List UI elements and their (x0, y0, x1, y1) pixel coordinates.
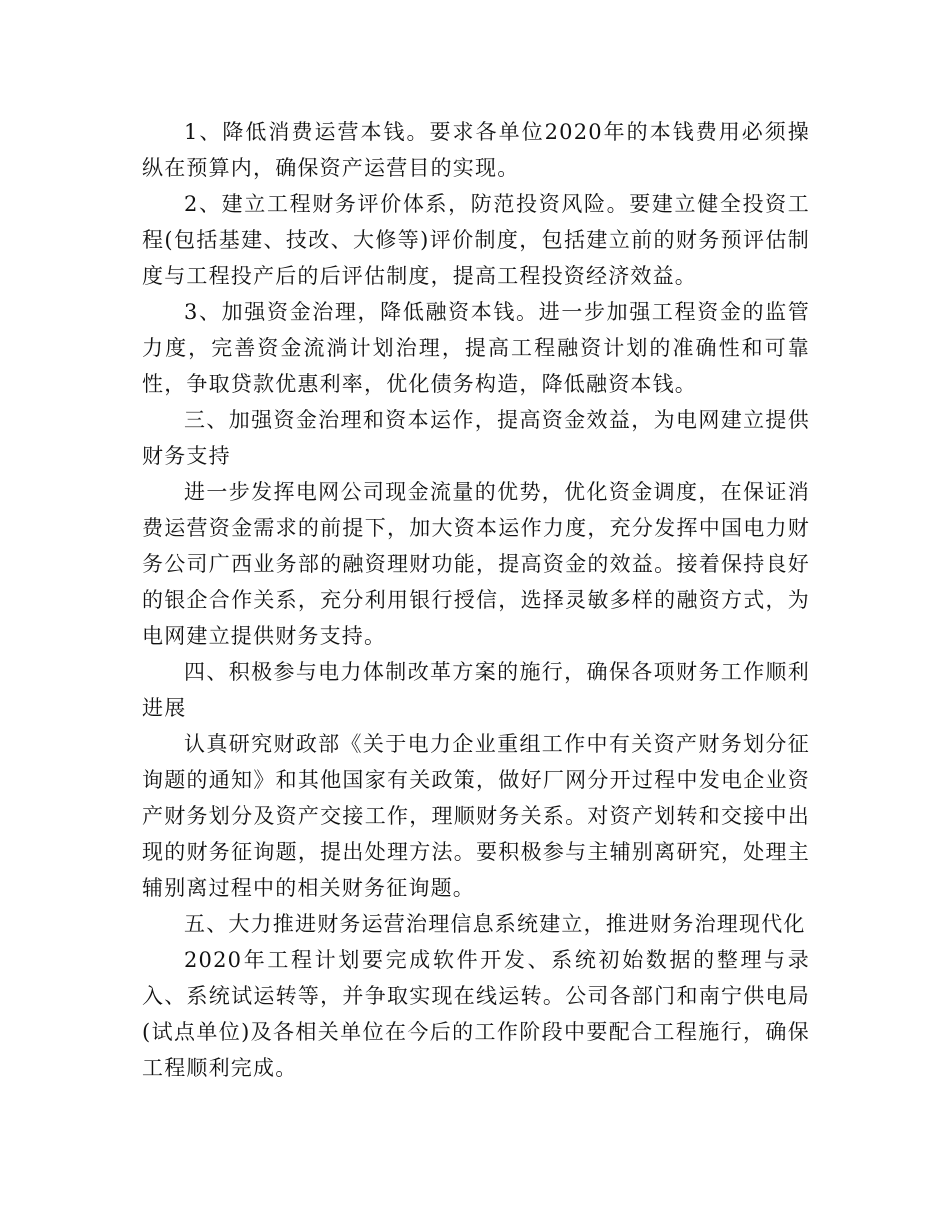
paragraph-info-system: 2020年工程计划要完成软件开发、系统初始数据的整理与录入、系统试运转等，并争取实现在线运转。公司各部门和南宁供电局(试点单位)及各相关单位在今后的工作阶段中要配合工程施行，确保工程顺利完成。 (142, 948, 810, 1080)
section-heading-5: 五、大力推进财务运营治理信息系统建立，推进财务治理现代化 (184, 912, 806, 936)
paragraph-reform-research: 认真研究财政部《关于电力企业重组工作中有关资产财务划分征询题的通知》和其他国家有关政策，做好厂网分开过程中发电企业资产财务划分及资产交接工作，理顺财务关系。对资产划转和交接中出现的财务征询题，提出处理方法。要积极参与主辅别离研究，处理主辅别离过程中的相关财务征询题。 (142, 732, 810, 900)
paragraph-fund-management: 3、加强资金治理，降低融资本钱。进一步加强工程资金的监管力度，完善资金流淌计划治理，提高工程融资计划的准确性和可靠性，争取贷款优惠利率，优化债务构造，降低融资本钱。 (142, 300, 810, 396)
paragraph-cost-control: 1、降低消费运营本钱。要求各单位2020年的本钱费用必须操纵在预算内，确保资产运营目的实现。 (142, 120, 810, 180)
paragraph-project-evaluation: 2、建立工程财务评价体系，防范投资风险。要建立健全投资工程(包括基建、技改、大修等)评价制度，包括建立前的财务预评估制度与工程投产后的后评估制度，提高工程投资经济效益。 (142, 192, 810, 288)
section-heading-3: 三、加强资金治理和资本运作，提高资金效益，为电网建立提供财务支持 (142, 408, 810, 468)
document-body (142, 114, 810, 1086)
section-heading-4: 四、积极参与电力体制改革方案的施行，确保各项财务工作顺利进展 (142, 660, 810, 720)
paragraph-capital-operation: 进一步发挥电网公司现金流量的优势，优化资金调度，在保证消费运营资金需求的前提下，加大资本运作力度，充分发挥中国电力财务公司广西业务部的融资理财功能，提高资金的效益。接着保持良好的银企合作关系，充分利用银行授信，选择灵敏多样的融资方式，为电网建立提供财务支持。 (142, 480, 810, 648)
